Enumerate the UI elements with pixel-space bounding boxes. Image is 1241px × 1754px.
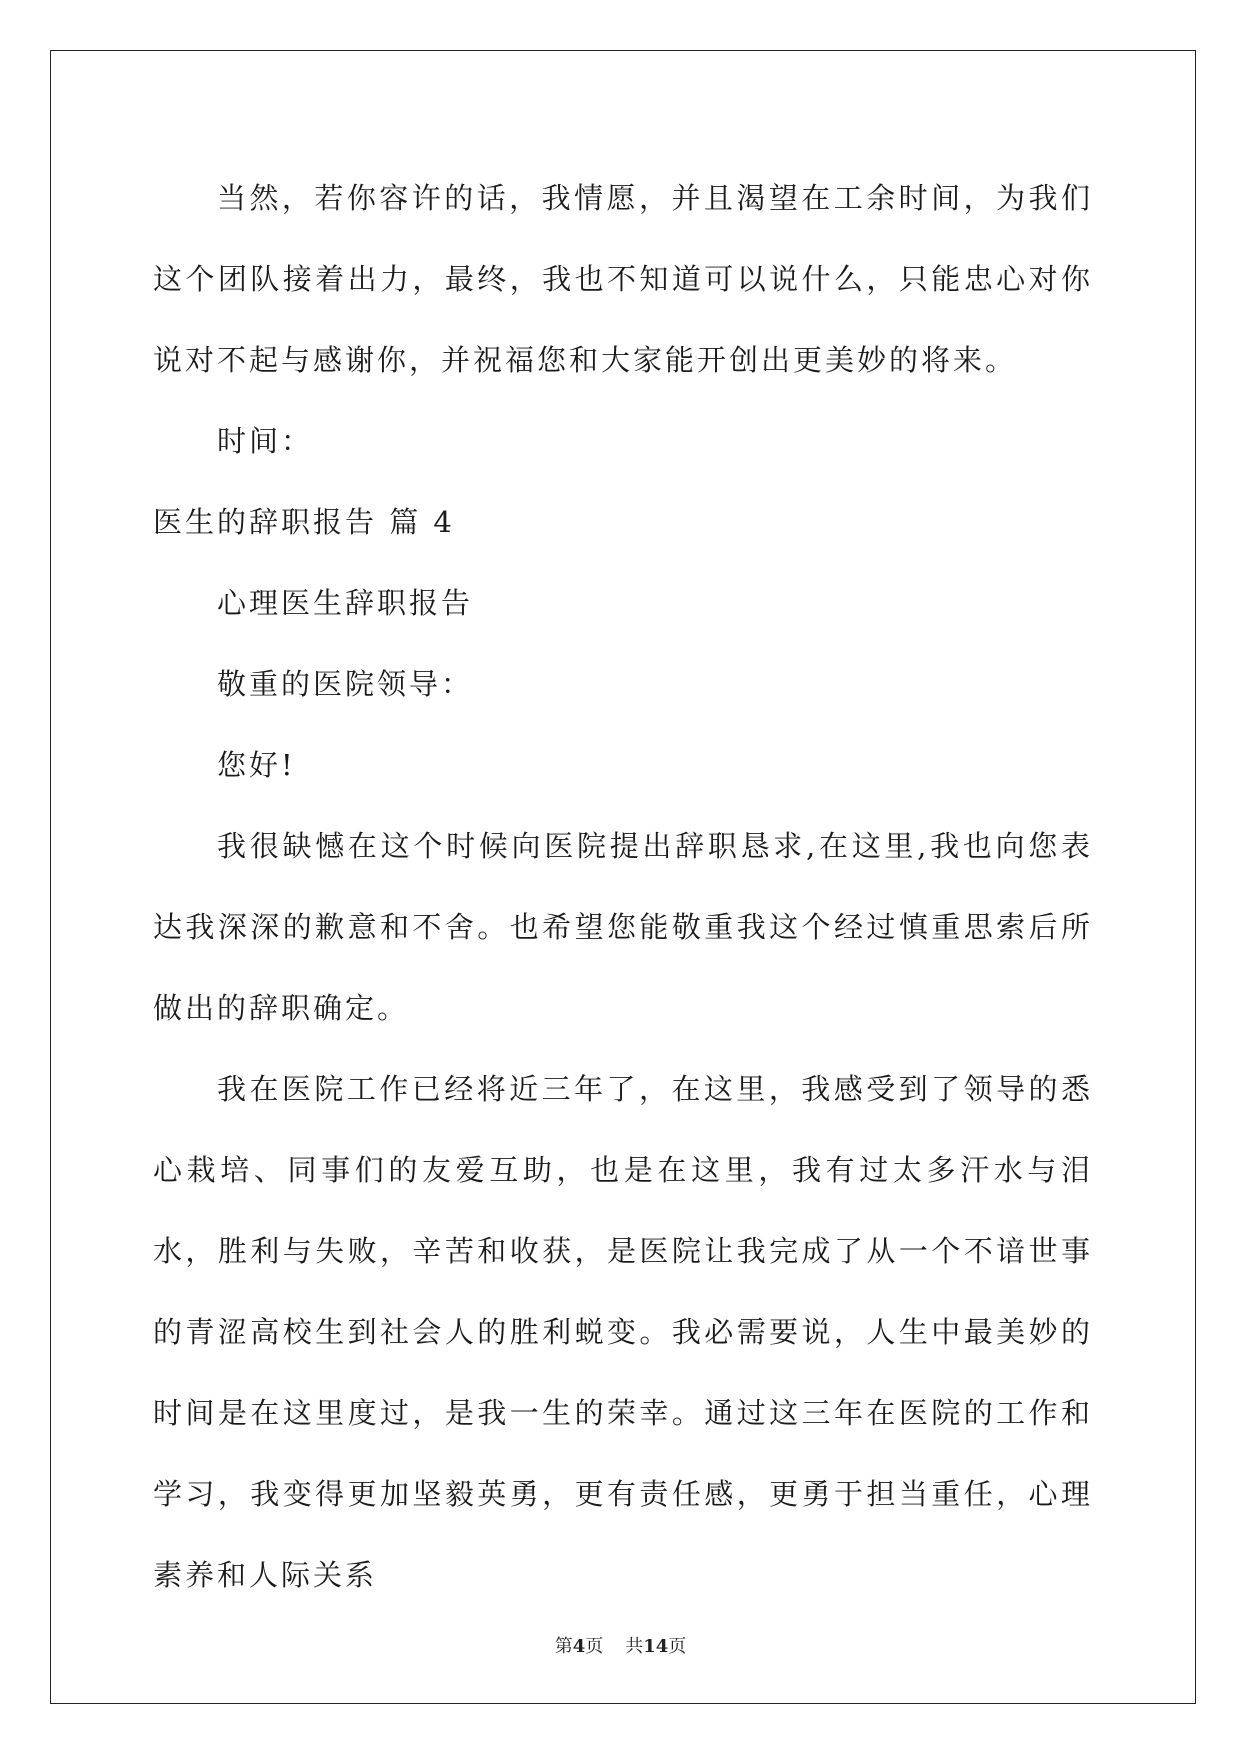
paragraph-resignation-request: 我很缺憾在这个时候向医院提出辞职恳求,在这里,我也向您表达我深深的歉意和不舍。也希望您能敬重我这个经过慎重思索后所做出的辞职确定。 (153, 829, 1093, 1025)
footer-total-prefix: 共 (625, 1636, 644, 1657)
footer-total-pages: 14 (643, 1636, 669, 1657)
letter-salutation: 敬重的医院领导： (217, 667, 474, 701)
paragraph-work-experience: 我在医院工作已经将近三年了，在这里，我感受到了领导的悉心栽培、同事们的友爱互助，也是在这里，我有过太多汗水与泪水，胜利与失败，辛苦和收获，是医院让我完成了从一个不谙世事的青涩高校生到社会人的胜利蜕变。我必需要说，人生中最美妙的时间是在这里度过，是我一生的荣幸。通过这三年在医院的工作和学习，我变得更加坚毅英勇，更有责任感，更勇于担当重任，心理素养和人际关系 (153, 1072, 1093, 1592)
letter-greeting: 您好! (217, 748, 296, 782)
page-footer (0, 1632, 1241, 1658)
footer-total-suffix: 页 (668, 1636, 687, 1657)
section-heading: 医生的辞职报告 篇 4 (153, 505, 455, 539)
footer-page-suffix: 页 (585, 1636, 604, 1657)
paragraph-closing-remarks: 当然，若你容许的话，我情愿，并且渴望在工余时间，为我们这个团队接着出力，最终，我也不知道可以说什么，只能忠心对你说对不起与感谢你，并祝福您和大家能开创出更美妙的将来。 (153, 181, 1093, 377)
letter-title: 心理医生辞职报告 (217, 586, 474, 620)
footer-prefix: 第 (554, 1636, 573, 1657)
paragraph-date-label: 时间： (217, 424, 314, 458)
footer-page-number: 4 (572, 1636, 586, 1657)
document-body (153, 158, 1093, 1616)
